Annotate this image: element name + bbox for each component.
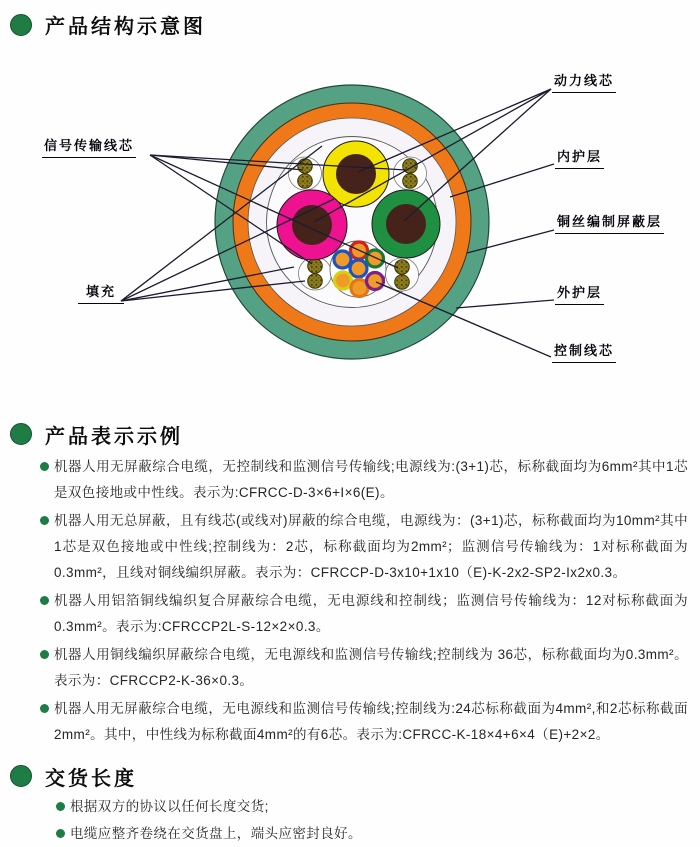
conductor [292, 205, 332, 245]
bullet-icon [40, 650, 49, 659]
bullet-icon [40, 462, 49, 471]
sheath-layers [215, 85, 489, 359]
section-delivery-header [0, 764, 700, 788]
label-control-cores: 控制线芯 [552, 340, 616, 363]
example-text: 机器人用无总屏蔽，且有线芯(或线对)屏蔽的综合电缆，电源线为：(3+1)芯，标称截面均为10mm²其中1芯是双色接地或中性线;控制线为：2芯，标称截面均为2mm²；监测信号传输线为：1对标称截面为0.3mm²，且线对铜线编织屏蔽。表示为：CFRCCP-D-3x10+1x10（E)-K-2x2-SP2-Ix2x0.3。 [54, 513, 688, 580]
section-examples-title: 产品表示示例 [45, 425, 183, 448]
control-wire [367, 273, 384, 290]
list-item [56, 821, 688, 847]
section-examples-header [0, 422, 700, 446]
cable-cross-section-diagram [0, 40, 700, 400]
section-structure-title: 产品结构示意图 [45, 16, 206, 38]
example-text: 机器人用无屏蔽综合电缆，无电源线和监测信号传输线;控制线为:24芯标称截面为4mm²,和2芯标称截面2mm²。其中，中性线为标称截面4mm²的有6芯。表示为:CFRCC-K-18×4+6×4（E)+2×2。 [54, 701, 688, 742]
list-item [40, 454, 688, 506]
conductor [386, 204, 426, 244]
list-item [56, 794, 688, 820]
control-wire [367, 250, 384, 267]
control-wire [335, 272, 352, 289]
control-wire [334, 251, 351, 268]
delivery-text: 电缆应整齐卷绕在交货盘上，端头应密封良好。 [70, 826, 362, 841]
section-bullet-icon [10, 14, 32, 36]
section-bullet-icon [10, 765, 32, 787]
label-copper-braid-shield: 铜丝编制屏蔽层 [555, 211, 664, 234]
delivery-text: 根据双方的协议以任何长度交货; [70, 799, 269, 814]
bullet-icon [40, 516, 49, 525]
section-structure-header [0, 0, 700, 40]
control-wire [350, 260, 367, 277]
section-delivery-title: 交货长度 [45, 767, 137, 790]
delivery-list [0, 794, 700, 847]
list-item [40, 642, 688, 694]
bullet-icon [40, 596, 49, 605]
label-inner-sheath: 内护层 [555, 146, 604, 169]
list-item [40, 696, 688, 748]
label-filler: 填充 [78, 281, 124, 304]
bullet-icon [40, 704, 49, 713]
list-item [40, 508, 688, 586]
label-power-cores: 动力线芯 [552, 70, 616, 93]
label-outer-sheath: 外护层 [555, 282, 604, 305]
conductor [336, 154, 376, 194]
example-text: 机器人用铜线编织屏蔽综合电缆，无电源线和监测信号传输线;控制线为 36芯，标称截面均为0.3mm²。表示为：CFRCCP2-K-36×0.3。 [54, 647, 688, 688]
list-item [40, 588, 688, 640]
bullet-icon [56, 802, 65, 811]
example-text: 机器人用铝箔铜线编织复合屏蔽综合电缆，无电源线和控制线；监测信号传输线为：12对标称截面为0.3mm²。表示为:CFRCCP2L-S-12×2×0.3。 [54, 593, 688, 634]
label-signal-cores: 信号传输线芯 [42, 135, 136, 158]
bullet-icon [56, 829, 65, 838]
examples-list [0, 454, 700, 748]
section-bullet-icon [10, 423, 32, 445]
example-text: 机器人用无屏蔽综合电缆，无控制线和监测信号传输线;电源线为:(3+1)芯，标称截面均为6mm²其中1芯是双色接地或中性线。表示为:CFRCC-D-3×6+I×6(E)。 [54, 459, 688, 500]
